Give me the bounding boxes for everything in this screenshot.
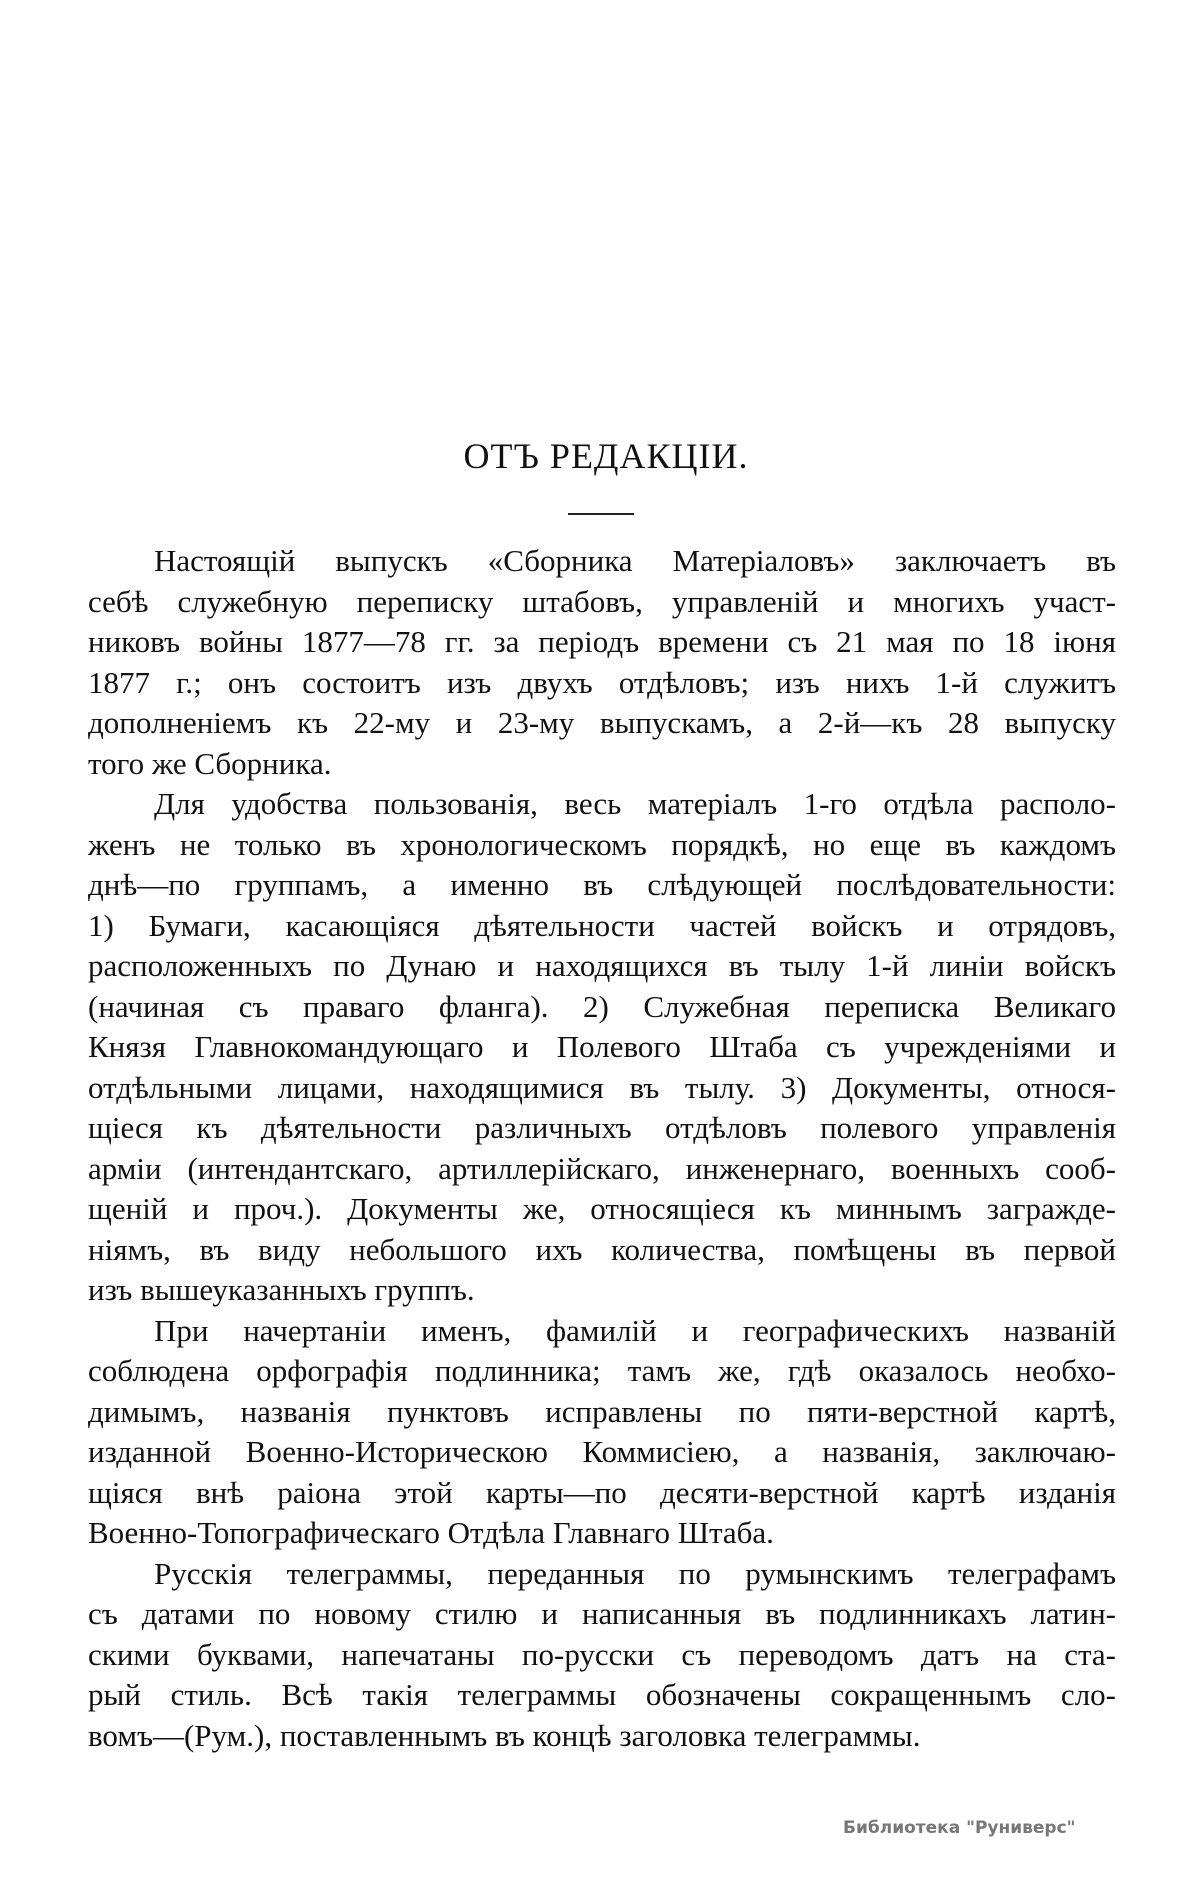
text-line: щіеся къ дѣятельности различныхъ отдѣловъ полевого управленія (88, 1110, 1116, 1145)
library-watermark: Библиотека "Руниверс" (843, 1818, 1076, 1838)
text-line: Князя Главнокомандующаго и Полевого Штаба съ учрежденіями и (88, 1029, 1116, 1064)
text-line: Для удобства пользованія, весь матеріалъ 1-го отдѣла располо- (154, 786, 1116, 821)
page-title: ОТЪ РЕДАКЦІИ. (463, 436, 749, 476)
text-line: никовъ войны 1877—78 гг. за періодъ времени съ 21 мая по 18 іюня (88, 624, 1116, 659)
text-line: отдѣльными лицами, находящимися въ тылу. 3) Документы, относя- (88, 1069, 1116, 1105)
text-line: вомъ—(Рум.), поставленнымъ въ концѣ заголовка телеграммы. (88, 1717, 921, 1753)
text-line: рый стиль. Всѣ такія телеграммы обозначены сокращеннымъ сло- (88, 1677, 1116, 1712)
text-line: дополненіемъ къ 22-му и 23-му выпускамъ, а 2-й—къ 28 выпуску (88, 705, 1116, 740)
text-line: Настоящій выпускъ «Сборника Матеріаловъ» заключаетъ въ (154, 543, 1116, 578)
document-body (88, 541, 1116, 1756)
text-line: изданной Военно-Историческою Коммисіею, а названія, заключаю- (88, 1434, 1116, 1469)
text-line: днѣ—по группамъ, а именно въ слѣдующей послѣдовательности: (88, 867, 1116, 902)
text-line: При начертаніи именъ, фамилій и географическихъ названій (154, 1312, 1116, 1348)
text-line: расположенныхъ по Дунаю и находящихся въ тылу 1-й линіи войскъ (88, 948, 1116, 983)
text-line: съ датами по новому стилю и написанныя въ подлинникахъ латин- (88, 1596, 1116, 1631)
text-line: соблюдена орфографія подлинника; тамъ же, гдѣ оказалось необхо- (88, 1353, 1116, 1388)
text-line: щеній и проч.). Документы же, относящіеся къ миннымъ загражде- (88, 1191, 1116, 1226)
text-line: димымъ, названія пунктовъ исправлены по пяти-верстной картѣ, (88, 1393, 1116, 1429)
text-line: 1) Бумаги, касающіяся дѣятельности частей войскъ и отрядовъ, (88, 907, 1116, 943)
text-line: Военно-Топографическаго Отдѣла Главнаго Штаба. (88, 1515, 774, 1550)
text-line: щіяся внѣ раіона этой карты—по десяти-верстной картѣ изданія (88, 1474, 1116, 1510)
paragraph (88, 541, 1116, 784)
text-line: ніямъ, въ виду небольшого ихъ количества, помѣщены въ первой (88, 1231, 1116, 1267)
text-line: изъ вышеуказанныхъ группъ. (88, 1272, 475, 1307)
text-line: арміи (интендантскаго, артиллерійскаго, инженернаго, военныхъ сооб- (88, 1150, 1116, 1186)
paragraph (88, 1554, 1116, 1757)
text-line: Русскія телеграммы, переданныя по румынскимъ телеграфамъ (154, 1555, 1116, 1591)
title-divider (568, 513, 634, 515)
paragraph (88, 1311, 1116, 1554)
text-line: женъ не только въ хронологическомъ порядкѣ, но еще въ каждомъ (88, 826, 1116, 862)
text-line: того же Сборника. (88, 745, 332, 781)
text-line: себѣ служебную переписку штабовъ, управленій и многихъ участ- (88, 583, 1116, 619)
text-line: скими буквами, напечатаны по-русски съ переводомъ датъ на ста- (88, 1636, 1116, 1672)
paragraph (88, 784, 1116, 1311)
text-line: (начиная съ праваго фланга). 2) Служебная переписка Великаго (88, 988, 1116, 1024)
text-line: 1877 г.; онъ состоитъ изъ двухъ отдѣловъ; изъ нихъ 1-й служитъ (88, 664, 1116, 700)
